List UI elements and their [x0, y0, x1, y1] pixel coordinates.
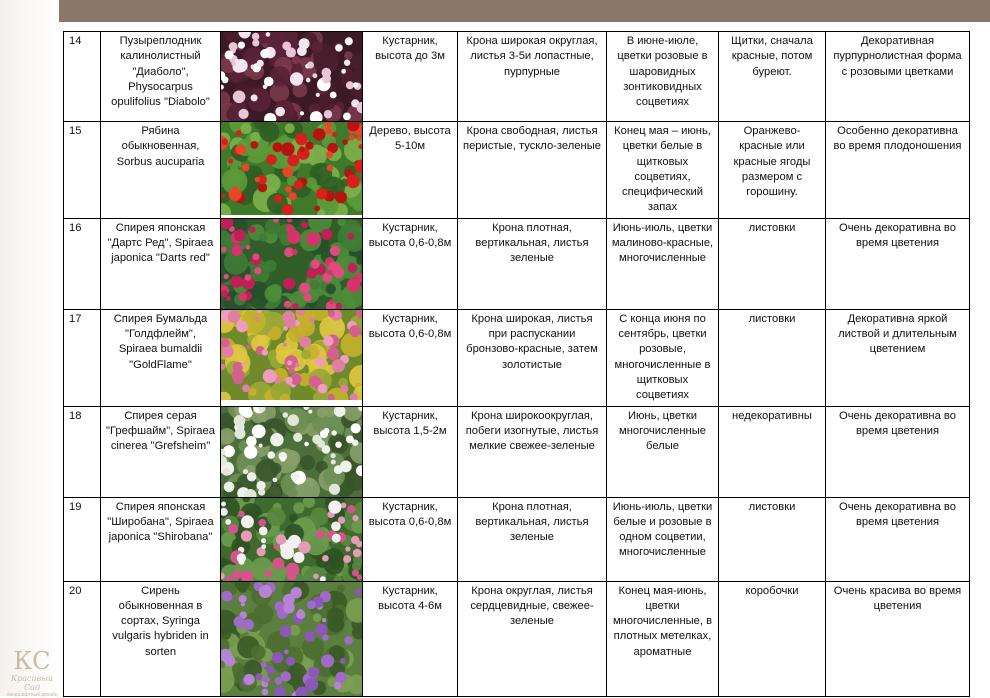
photo-image [221, 310, 362, 400]
company-logo [4, 647, 60, 698]
life-form-height-cell: Дерево, высота 5-10м [363, 122, 458, 219]
spiraea-grefsheim-photo [221, 406, 363, 497]
table-row [64, 406, 970, 497]
table-row [64, 497, 970, 581]
header-bar [59, 0, 990, 22]
crown-leaves-cell: Крона свободная, листья перистые, тускло-зеленые [458, 122, 607, 219]
left-margin-strip [0, 0, 59, 696]
fruits-cell: Щитки, сначала красные, потом буреют. [719, 32, 826, 122]
life-form-height-cell: Кустарник, высота 0,6-0,8м [363, 309, 458, 406]
fruits-cell: листовки [719, 309, 826, 406]
photo-image [221, 32, 362, 121]
decorative-qualities-cell: Очень декоративна во время цветения [826, 406, 970, 497]
plant-name-cell: Спирея Бумальда "Голдфлейм", Spiraea bumaldii "GoldFlame" [101, 309, 221, 406]
life-form-height-cell: Кустарник, высота до 3м [363, 32, 458, 122]
table-row [64, 218, 970, 309]
life-form-height-cell: Кустарник, высота 0,6-0,8м [363, 218, 458, 309]
photo-image [221, 498, 362, 581]
row-number-cell: 14 [64, 32, 101, 122]
row-number-cell: 16 [64, 218, 101, 309]
life-form-height-cell: Кустарник, высота 1,5-2м [363, 406, 458, 497]
life-form-height-cell: Кустарник, высота 4-6м [363, 581, 458, 696]
table-row [64, 581, 970, 696]
photo-image [221, 122, 362, 215]
flowering-cell: В июне-июле, цветки розовые в шаровидных зонтиковидных соцветиях [607, 32, 719, 122]
flowering-cell: Июнь-июль, цветки белые и розовые в одном соцветии, многочисленные [607, 497, 719, 581]
plant-name-cell: Спирея серая "Грефшайм", Spiraea cinerea "Grefsheim" [101, 406, 221, 497]
fruits-cell: листовки [719, 218, 826, 309]
flowering-cell: С конца июня по сентябрь, цветки розовые, многочисленные в щитковых соцветиях [607, 309, 719, 406]
logo-subtitle: ландшафтный дизайн [6, 692, 58, 698]
physocarpus-diabolo-photo [221, 32, 363, 122]
flowering-cell: Июнь-июль, цветки малиново-красные, многочисленные [607, 218, 719, 309]
fruits-cell: Оранжево-красные или красные ягоды размером с горошину. [719, 122, 826, 219]
table-row [64, 122, 970, 219]
logo-mark: КС [13, 647, 51, 675]
crown-leaves-cell: Крона округлая, листья сердцевидные, свежее-зеленые [458, 581, 607, 696]
row-number-cell: 20 [64, 581, 101, 696]
photo-image [221, 219, 362, 309]
row-number-cell: 15 [64, 122, 101, 219]
decorative-qualities-cell: Очень декоративна во время цветения [826, 218, 970, 309]
flowering-cell: Июнь, цветки многочисленные белые [607, 406, 719, 497]
spiraea-darts-red-photo [221, 218, 363, 309]
flowering-cell: Конец мая – июнь, цветки белые в щитковых соцветиях, специфический запах [607, 122, 719, 219]
plants-table [63, 31, 970, 697]
crown-leaves-cell: Крона плотная, вертикальная, листья зеленые [458, 497, 607, 581]
crown-leaves-cell: Крона широкоокруглая, побеги изогнутые, листья мелкие свежее-зеленые [458, 406, 607, 497]
fruits-cell: коробочки [719, 581, 826, 696]
spiraea-shirobana-photo [221, 497, 363, 581]
decorative-qualities-cell: Декоративна яркой листвой и длительным цветением [826, 309, 970, 406]
photo-image [221, 582, 362, 696]
photo-image [221, 407, 362, 497]
crown-leaves-cell: Крона широкая, листья при распускании бронзово-красные, затем золотистые [458, 309, 607, 406]
plant-name-cell: Спирея японская "Широбана", Spiraea japonica "Shirobana" [101, 497, 221, 581]
decorative-qualities-cell: Декоративная пурпурнолистная форма с розовыми цветками [826, 32, 970, 122]
table-row [64, 32, 970, 122]
fruits-cell: листовки [719, 497, 826, 581]
plant-name-cell: Пузыреплодник калинолистный "Диаболо", Physocarpus opulifolius "Diabolo" [101, 32, 221, 122]
row-number-cell: 19 [64, 497, 101, 581]
crown-leaves-cell: Крона плотная, вертикальная, листья зеленые [458, 218, 607, 309]
plant-name-cell: Сирень обыкновенная в сортах, Syringa vulgaris hybriden in sorten [101, 581, 221, 696]
logo-name: Красивый Сад [10, 674, 54, 692]
plant-name-cell: Рябина обыкновенная, Sorbus aucuparia [101, 122, 221, 219]
table-row [64, 309, 970, 406]
decorative-qualities-cell: Очень декоративна во время цветения [826, 497, 970, 581]
crown-leaves-cell: Крона широкая округлая, листья 3-5и лопастные, пурпурные [458, 32, 607, 122]
life-form-height-cell: Кустарник, высота 0,6-0,8м [363, 497, 458, 581]
spiraea-goldflame-photo [221, 309, 363, 406]
syringa-vulgaris-photo [221, 581, 363, 696]
fruits-cell: недекоративны [719, 406, 826, 497]
row-number-cell: 17 [64, 309, 101, 406]
flowering-cell: Конец мая-июнь, цветки многочисленные, в плотных метелках, ароматные [607, 581, 719, 696]
row-number-cell: 18 [64, 406, 101, 497]
decorative-qualities-cell: Особенно декоративна во время плодоношения [826, 122, 970, 219]
plant-name-cell: Спирея японская "Дартс Ред", Spiraea japonica "Darts red" [101, 218, 221, 309]
sorbus-aucuparia-photo [221, 122, 363, 219]
decorative-qualities-cell: Очень красива во время цветения [826, 581, 970, 696]
